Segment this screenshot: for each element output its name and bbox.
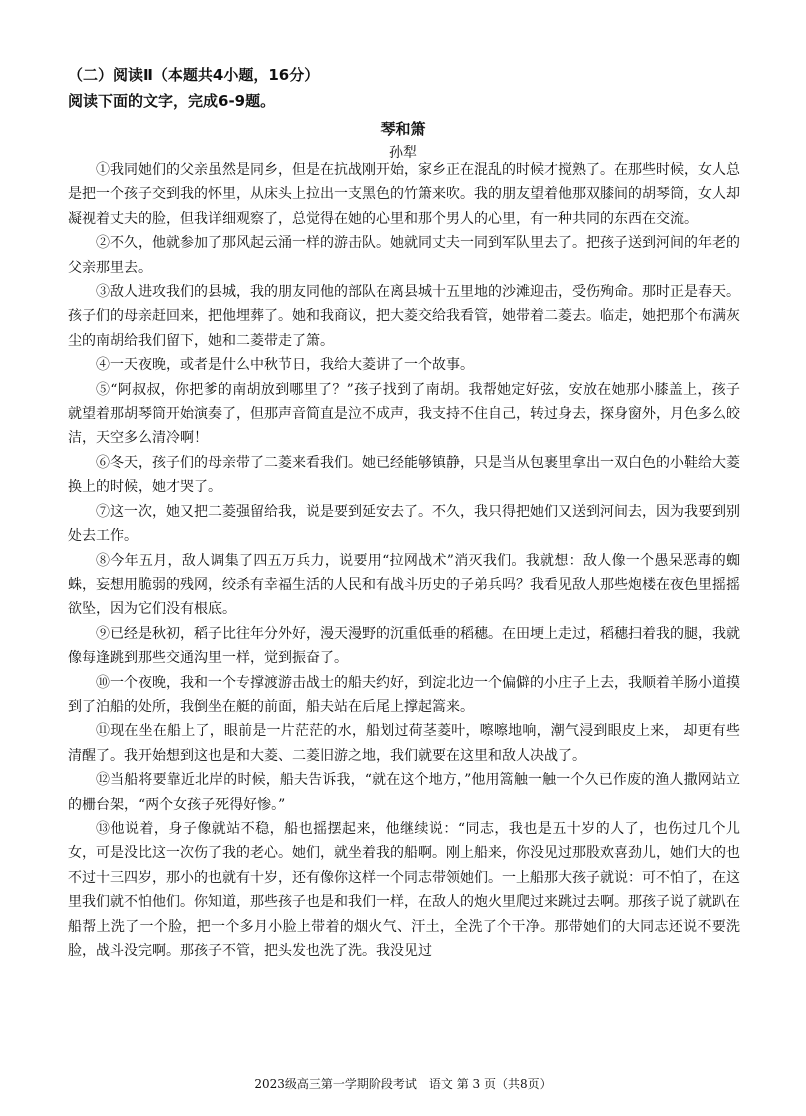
paragraph-12: ⑫当船将要靠近北岸的时候，船夫告诉我，“就在这个地方，”他用篙触一触一个久已作废的渔人撒网站立的栅台架，“两个女孩子死得好惨。”: [68, 772, 740, 813]
paragraph-6: ⑥冬天，孩子们的母亲带了二菱来看我们。她已经能够镇静，只是当从包裹里拿出一双白色的小鞋给大菱换上的时候，她才哭了。: [68, 454, 740, 496]
section-heading: （二）阅读Ⅱ（本题共4小题，16分）: [68, 66, 320, 84]
paragraph-2: ②不久，他就参加了那风起云涌一样的游击队。她就同丈夫一同到军队里去了。把孩子送到河间的年老的父亲那里去。: [68, 235, 740, 276]
paragraph-8: ⑧今年五月，敌人调集了四五万兵力，说要用“拉网战术”消灭我们。我就想：敌人像一个愚呆恶毒的蜘蛛，妄想用脆弱的残网，绞杀有幸福生活的人民和有战斗历史的子弟兵吗？我看见敌人那些炮楼在夜色里摇摇欲坠，因为它们没有根底。: [68, 552, 740, 618]
paragraph-10: ⑩一个夜晚，我和一个专撑渡游击战士的船夫约好，到淀北边一个偏僻的小庄子上去，我顺着羊肠小道摸到了泊船的处所，我倒坐在艇的前面，船夫站在后尾上撑起篙来。: [68, 674, 740, 715]
article-author: 孙犁: [389, 145, 417, 161]
instruction-text: 阅读下面的文字，完成6-9题。: [68, 92, 276, 110]
paragraph-9: ⑨已经是秋初，稻子比往年分外好，漫天漫野的沉重低垂的稻穗。在田埂上走过，稻穗扫着我的腿，我就像每逢跳到那些交通沟里一样，觉到振奋了。: [68, 625, 740, 667]
paragraph-3: ③敌人进攻我们的县城，我的朋友同他的部队在离县城十五里地的沙滩迎击，受伤殉命。那时正是春天。孩子们的母亲赶回来，把他埋葬了。她和我商议，把大菱交给我看管，她带着二菱去。临走，她把那个布满灰尘的南胡给我们留下，她和二菱带走了箫。: [68, 284, 740, 349]
article-title: 琴和箫: [380, 120, 426, 138]
paragraph-5: ⑤“阿叔叔，你把爹的南胡放到哪里了？”孩子找到了南胡。我帮她定好弦，安放在她那小膝盖上，孩子就望着那胡琴筒开始演奏了，但那声音简直是泣不成声，我支持不住自己，转过身去，探身窗外，月色多么皎洁，天空多么清冷啊！: [68, 381, 740, 447]
paragraph-1: ①我同她们的父亲虽然是同乡，但是在抗战刚开始，家乡正在混乱的时候才搅熟了。在那些时候，女人总是把一个孩子交到我的怀里，从床头上拉出一支黑色的竹箫来吹。我的朋友望着他那双膝间的胡琴筒，女人却凝视着丈夫的脸，但我详细观察了，总觉得在她的心里和那个男人的心里，有一种共同的东西在交流。: [68, 162, 740, 227]
paragraph-4: ④一天夜晚，或者是什么中秋节日，我给大菱讲了一个故事。: [96, 357, 474, 374]
article-body: [68, 158, 740, 963]
paragraph-13: ⑬他说着，身子像就站不稳，船也摇摆起来，他继续说：“同志，我也是五十岁的人了，也伤过几个儿女，可是没比这一次伤了我的老心。她们，就坐着我的船啊。刚上船来，你没见过那股欢喜劲儿，她们大的也不过十三四岁，那小的也就有十岁，还有像你这样一个同志带领她们。一上船那大孩子就说：可不怕了，在这里我们就不怕他们。你知道，那些孩子也是和我们一样，在敌人的炮火里爬过来跳过去啊。那孩子说了就趴在船帮上洗了一个脸，把一个多月小脸上带着的烟火气、汗土，全洗了个干净。那带她们的大同志还说不要洗脸，战斗没完啊。那孩子不管，把头发也洗了洗。我没见过: [68, 820, 740, 959]
paragraph-7: ⑦这一次，她又把二菱强留给我，说是要到延安去了。不久，我只得把她们又送到河间去，因为我要到别处去工作。: [68, 503, 740, 545]
page-footer: 2023级高三第一学期阶段考试 语文 第 3 页（共8页）: [254, 1077, 552, 1091]
paragraph-11: ⑪现在坐在船上了，眼前是一片茫茫的水，船划过荷茎菱叶，嚓嚓地响，潮气浸到眼皮上来， 却更有些清醒了。我开始想到这也是和大菱、二菱旧游之地，我们就要在这里和敌人决战了。: [68, 723, 740, 764]
